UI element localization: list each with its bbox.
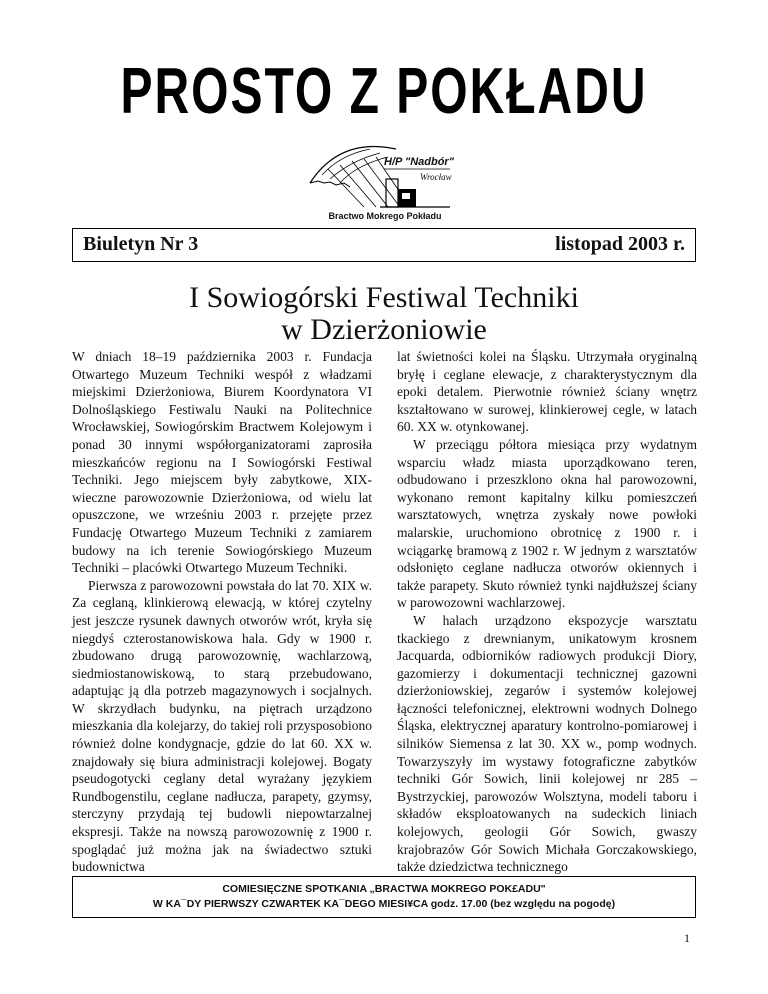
logo-title: H/P "Nadbór" xyxy=(384,156,454,168)
paragraph: lat świetności kolei na Śląsku. Utrzymała oryginalną bryłę i ceglane elewacje, z charakterystycznym dla epoki detalem. Pierwotnie również ściany wnętrz kształtowano w surowej, klinkierowej cegle, w latach 60. XX w. otynkowanej. xyxy=(397,349,697,435)
issue-date: listopad 2003 r. xyxy=(555,233,685,255)
article-left-column xyxy=(72,348,372,876)
article-right-column xyxy=(397,348,697,876)
paragraph: W dniach 18–19 października 2003 r. Fundacja Otwartego Muzeum Techniki wespół z władzami miejskimi Dzierżoniowa, Biurem Koordynatora VI Dolnośląskiego Festiwalu Nauki na Politechnice Wrocławskiej, Sowiogórskim Bractwem Kolejowym i ponad 30 innymi współorganizatorami zaprosiła mieszkańców regionu na I Sowiogórski Festiwal Techniki. Jego miejscem były zabytkowe, XIX-wieczne parowozownie Dzierżoniowa, od wielu lat opuszczone, we wrześniu 2003 r. przejęte przez Fundację Otwartego Muzeum Techniki z zamiarem budowy na ich terenie Sowiogórskiego Muzeum Techniki – placówki Otwartego Muzeum Techniki. xyxy=(72,349,372,576)
meeting-notice-line2: W KA¯DY PIERWSZY CZWARTEK KA¯DEGO MIESI¥CA godz. 17.00 (bez względu na pogodę) xyxy=(152,898,616,910)
article-title xyxy=(72,282,696,346)
paragraph: W halach urządzono ekspozycje warsztatu tkackiego z drewnianym, unikatowym krosnem Jacquarda, odbiorników radiowych produkcji Diory, gazomierzy i dokumentacji technicznej gazowni dzierżoniowskiej, zegarów i systemów kolejowej łączności telefonicznej, elektrowni wodnych Dolnego Śląska, elektrycznej aparatury kontrolno-pomiarowej i silników Siemensa z lat 30. XX w., pomp wodnych. Towarzyszyły im wystawy fotograficzne zabytków techniki Gór Sowich, linii kolejowej nr 285 – Bystrzyckiej, parowozów Wolsztyna, modeli taboru i składów eksploatowanych na sudeckich liniach kolejowych, geologii Gór Sowich, gwaszy krajobrazów Gór Sowich Michała Gorczakowskiego, także dziedzictwa technicznego xyxy=(397,612,697,875)
paragraph: Pierwsza z parowozowni powstała do lat 70. XIX w. Za ceglaną, klinkierową elewacją, w której czytelny jest jeszcze rysunek dawnych otworów wrót, kryła się niegdyś czterostanowiskowa hala. Gdy w 1900 r. zbudowano drugą parowozownię, wachlarzową, siedmiostanowiskową, to starą przebudowano, adaptując ją dla potrzeb magazynowych i socjalnych. W skrzydłach budynku, na piętrach urządzono mieszkania dla kolejarzy, do takiej roli przysposobiono również dolne kondygnacje, gdzie do lat 60. XX w. znajdowały się biura administracji kolejowej. Bogaty pseudogotycki ceglany detal wyrażany językiem Rundbogenstilu, ceglane nadłucza, parapety, gzymsy, sterczyny przydają tej budowli niepowtarzalnej ekspresji. Także na nowszą parowozownię z 1900 r. spoglądać już można jak na świadectwo sztuki budownictwa xyxy=(72,577,372,875)
article-title-line1: I Sowiogórski Festiwal Techniki xyxy=(189,281,579,314)
masthead-title: PROSTO Z POKŁADU xyxy=(120,54,648,128)
issue-number: Biuletyn Nr 3 xyxy=(83,233,199,255)
logo-city: Wrocław xyxy=(420,172,452,182)
masthead xyxy=(0,40,768,130)
issue-bar xyxy=(72,228,696,262)
club-name: Bractwo Mokrego Pokładu xyxy=(328,211,442,221)
meeting-notice-line1: COMIESIĘCZNE SPOTKANIA „BRACTWA MOKREGO POK£ADU" xyxy=(222,883,546,895)
club-logo xyxy=(300,135,470,227)
page-number: 1 xyxy=(684,931,690,945)
paragraph: W przeciągu półtora miesiąca przy wydatnym wsparciu władz miasta uporządkowano teren, odbudowano i przeszklono okna hal parowozowni, wykonano remont kapitalny kilku pomieszczeń warsztatowych, wnętrza zyskały nowe powłoki malarskie, uruchomiono obrotnicę z 1900 r. i wciągarkę bramową z 1902 r. W jednym z warsztatów odsłonięto ceglane nadłucza otworów okiennych i także parapety. Skuto również tynki najdłuższej ściany w parowozowni wachlarzowej. xyxy=(397,436,697,611)
meeting-notice xyxy=(72,876,696,918)
article-title-line2: w Dzierżoniowie xyxy=(281,313,487,346)
